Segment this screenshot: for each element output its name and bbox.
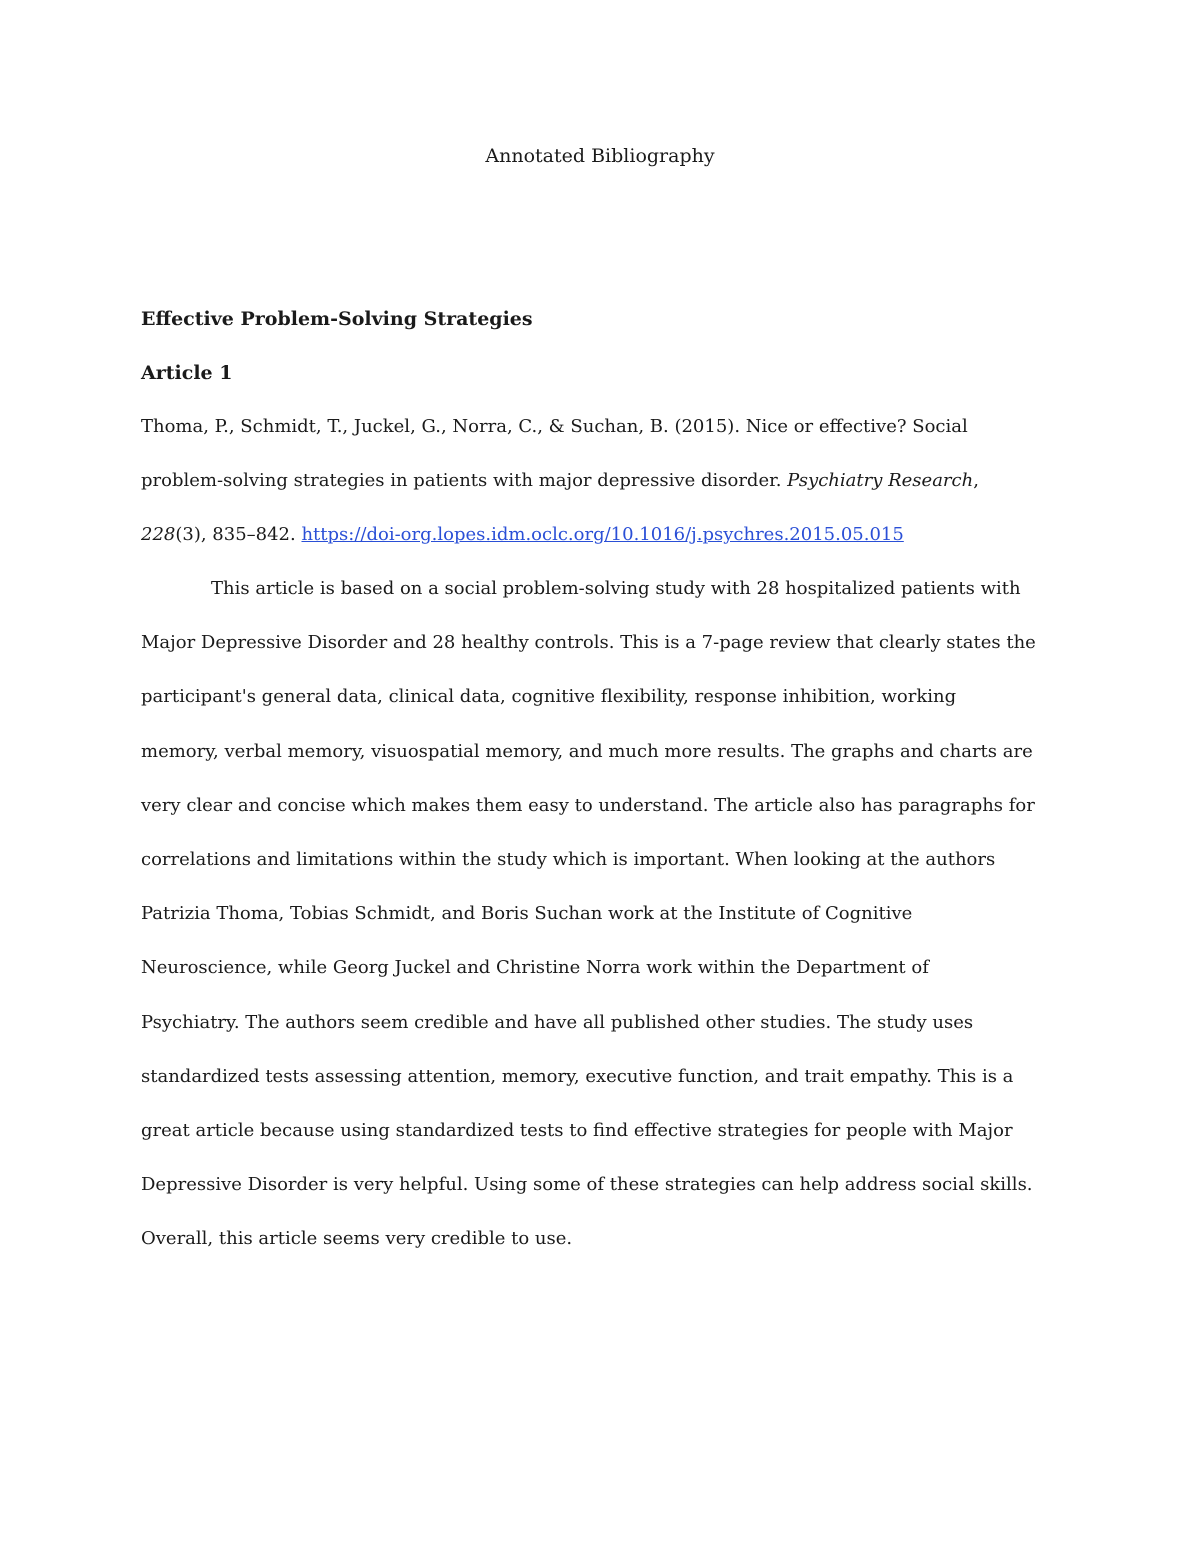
citation-text: problem-solving strategies in patients with major depressive disorder. [141, 470, 788, 492]
annotation-line: great article because using standardized tests to find effective strategies for people with Major [141, 1119, 1013, 1141]
article-heading: Article 1 [141, 362, 233, 384]
annotation-line: correlations and limitations within the study which is important. When looking at the authors [141, 848, 996, 870]
annotation-line: Overall, this article seems very credible to use. [141, 1228, 573, 1250]
annotation-line: This article is based on a social problem-solving study with 28 hospitalized patients with [211, 578, 1021, 599]
journal-name: Psychiatry Research [787, 470, 974, 492]
annotation-line: Neuroscience, while Georg Juckel and Christine Norra work within the Department of [141, 957, 929, 979]
annotation-line: participant's general data, clinical data, cognitive flexibility, response inhibition, working [141, 686, 957, 708]
citation-line [141, 508, 1071, 562]
doi-link[interactable]: https://doi-org.lopes.idm.oclc.org/10.1016/j.psychres.2015.05.015 [301, 524, 904, 546]
annotation-line: Psychiatry. The authors seem credible and have all published other studies. The study uses [141, 1011, 974, 1033]
annotation-line: very clear and concise which makes them easy to understand. The article also has paragraphs for [141, 794, 1035, 816]
citation [141, 400, 1071, 563]
annotation-line: Major Depressive Disorder and 28 healthy controls. This is a 7-page review that clearly states the [141, 632, 1036, 654]
annotation-paragraph [141, 562, 1071, 1266]
annotation-line: memory, verbal memory, visuospatial memory, and much more results. The graphs and charts are [141, 740, 1033, 762]
citation-line: Thoma, P., Schmidt, T., Juckel, G., Norra, C., & Suchan, B. (2015). Nice or effective? Social [141, 416, 968, 437]
annotation-line: Depressive Disorder is very helpful. Using some of these strategies can help address social skills. [141, 1174, 1033, 1196]
document-title: Annotated Bibliography [485, 145, 715, 167]
citation-line [141, 454, 1071, 508]
annotation-line: Patrizia Thoma, Tobias Schmidt, and Boris Suchan work at the Institute of Cognitive [141, 903, 913, 925]
annotation-line: standardized tests assessing attention, memory, executive function, and trait empathy. This is a [141, 1065, 1014, 1087]
journal-suffix: , [973, 470, 979, 492]
journal-volume: 228 [141, 524, 176, 546]
section-heading: Effective Problem-Solving Strategies [141, 308, 533, 330]
journal-issue-pages: (3), 835–842. [175, 524, 302, 546]
